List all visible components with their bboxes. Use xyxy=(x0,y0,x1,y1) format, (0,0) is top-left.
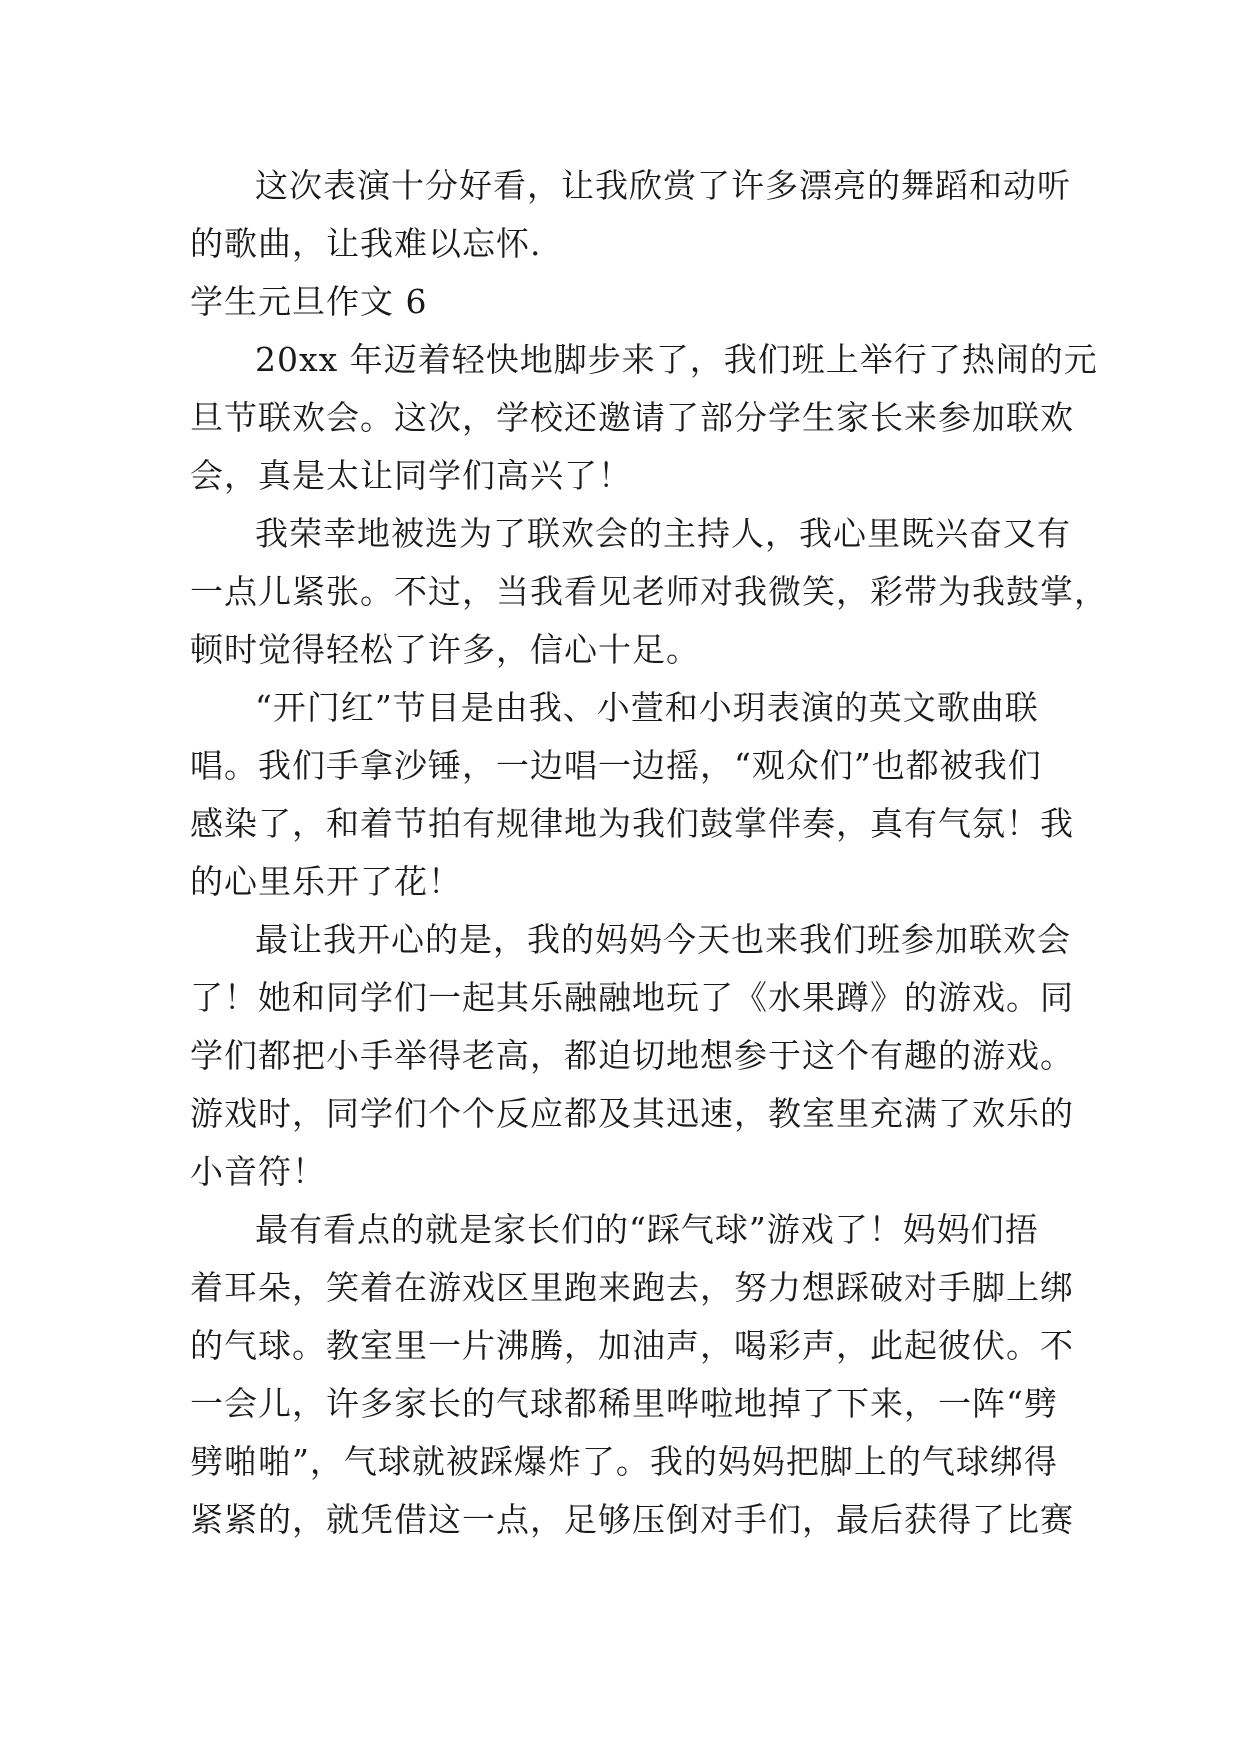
text-line: 的歌曲，让我难以忘怀. xyxy=(190,224,542,263)
text-line: 小音符！ xyxy=(190,1152,326,1191)
text-line: 20xx 年迈着轻快地脚步来了，我们班上举行了热闹的元 xyxy=(255,340,1098,379)
text-line: 顿时觉得轻松了许多，信心十足。 xyxy=(190,630,700,669)
text-line: 了！她和同学们一起其乐融融地玩了《水果蹲》的游戏。同 xyxy=(190,978,1074,1017)
text-line: 紧紧的，就凭借这一点，足够压倒对手们，最后获得了比赛 xyxy=(190,1500,1074,1539)
text-line: 的心里乐开了花！ xyxy=(190,862,462,901)
text-line: 的气球。教室里一片沸腾，加油声，喝彩声，此起彼伏。不 xyxy=(190,1326,1074,1365)
text-line: 劈啪啪”，气球就被踩爆炸了。我的妈妈把脚上的气球绑得 xyxy=(190,1442,1058,1481)
text-line: 旦节联欢会。这次，学校还邀请了部分学生家长来参加联欢 xyxy=(190,398,1074,437)
text-line: 感染了，和着节拍有规律地为我们鼓掌伴奏，真有气氛！我 xyxy=(190,804,1074,843)
text-line: 最让我开心的是，我的妈妈今天也来我们班参加联欢会 xyxy=(255,920,1071,959)
text-line: 一点儿紧张。不过，当我看见老师对我微笑，彩带为我鼓掌， xyxy=(190,572,1108,611)
text-line: 着耳朵，笑着在游戏区里跑来跑去，努力想踩破对手脚上绑 xyxy=(190,1268,1074,1307)
text-line: 会，真是太让同学们高兴了！ xyxy=(190,456,632,495)
text-line: 这次表演十分好看，让我欣赏了许多漂亮的舞蹈和动听 xyxy=(255,166,1071,205)
text-line: 学们都把小手举得老高，都迫切地想参于这个有趣的游戏。 xyxy=(190,1036,1074,1075)
text-line: 最有看点的就是家长们的“踩气球”游戏了！妈妈们捂 xyxy=(255,1210,1039,1249)
text-line: 一会儿，许多家长的气球都稀里哗啦地掉了下来，一阵“劈 xyxy=(190,1384,1058,1423)
text-line: 我荣幸地被选为了联欢会的主持人，我心里既兴奋又有 xyxy=(255,514,1071,553)
text-line: 游戏时，同学们个个反应都及其迅速，教室里充满了欢乐的 xyxy=(190,1094,1074,1133)
text-line: 唱。我们手拿沙锤，一边唱一边摇，“观众们”也都被我们 xyxy=(190,746,1042,785)
text-line: “开门红”节目是由我、小萱和小玥表演的英文歌曲联 xyxy=(255,688,1039,727)
section-heading: 学生元旦作文 6 xyxy=(190,282,428,321)
